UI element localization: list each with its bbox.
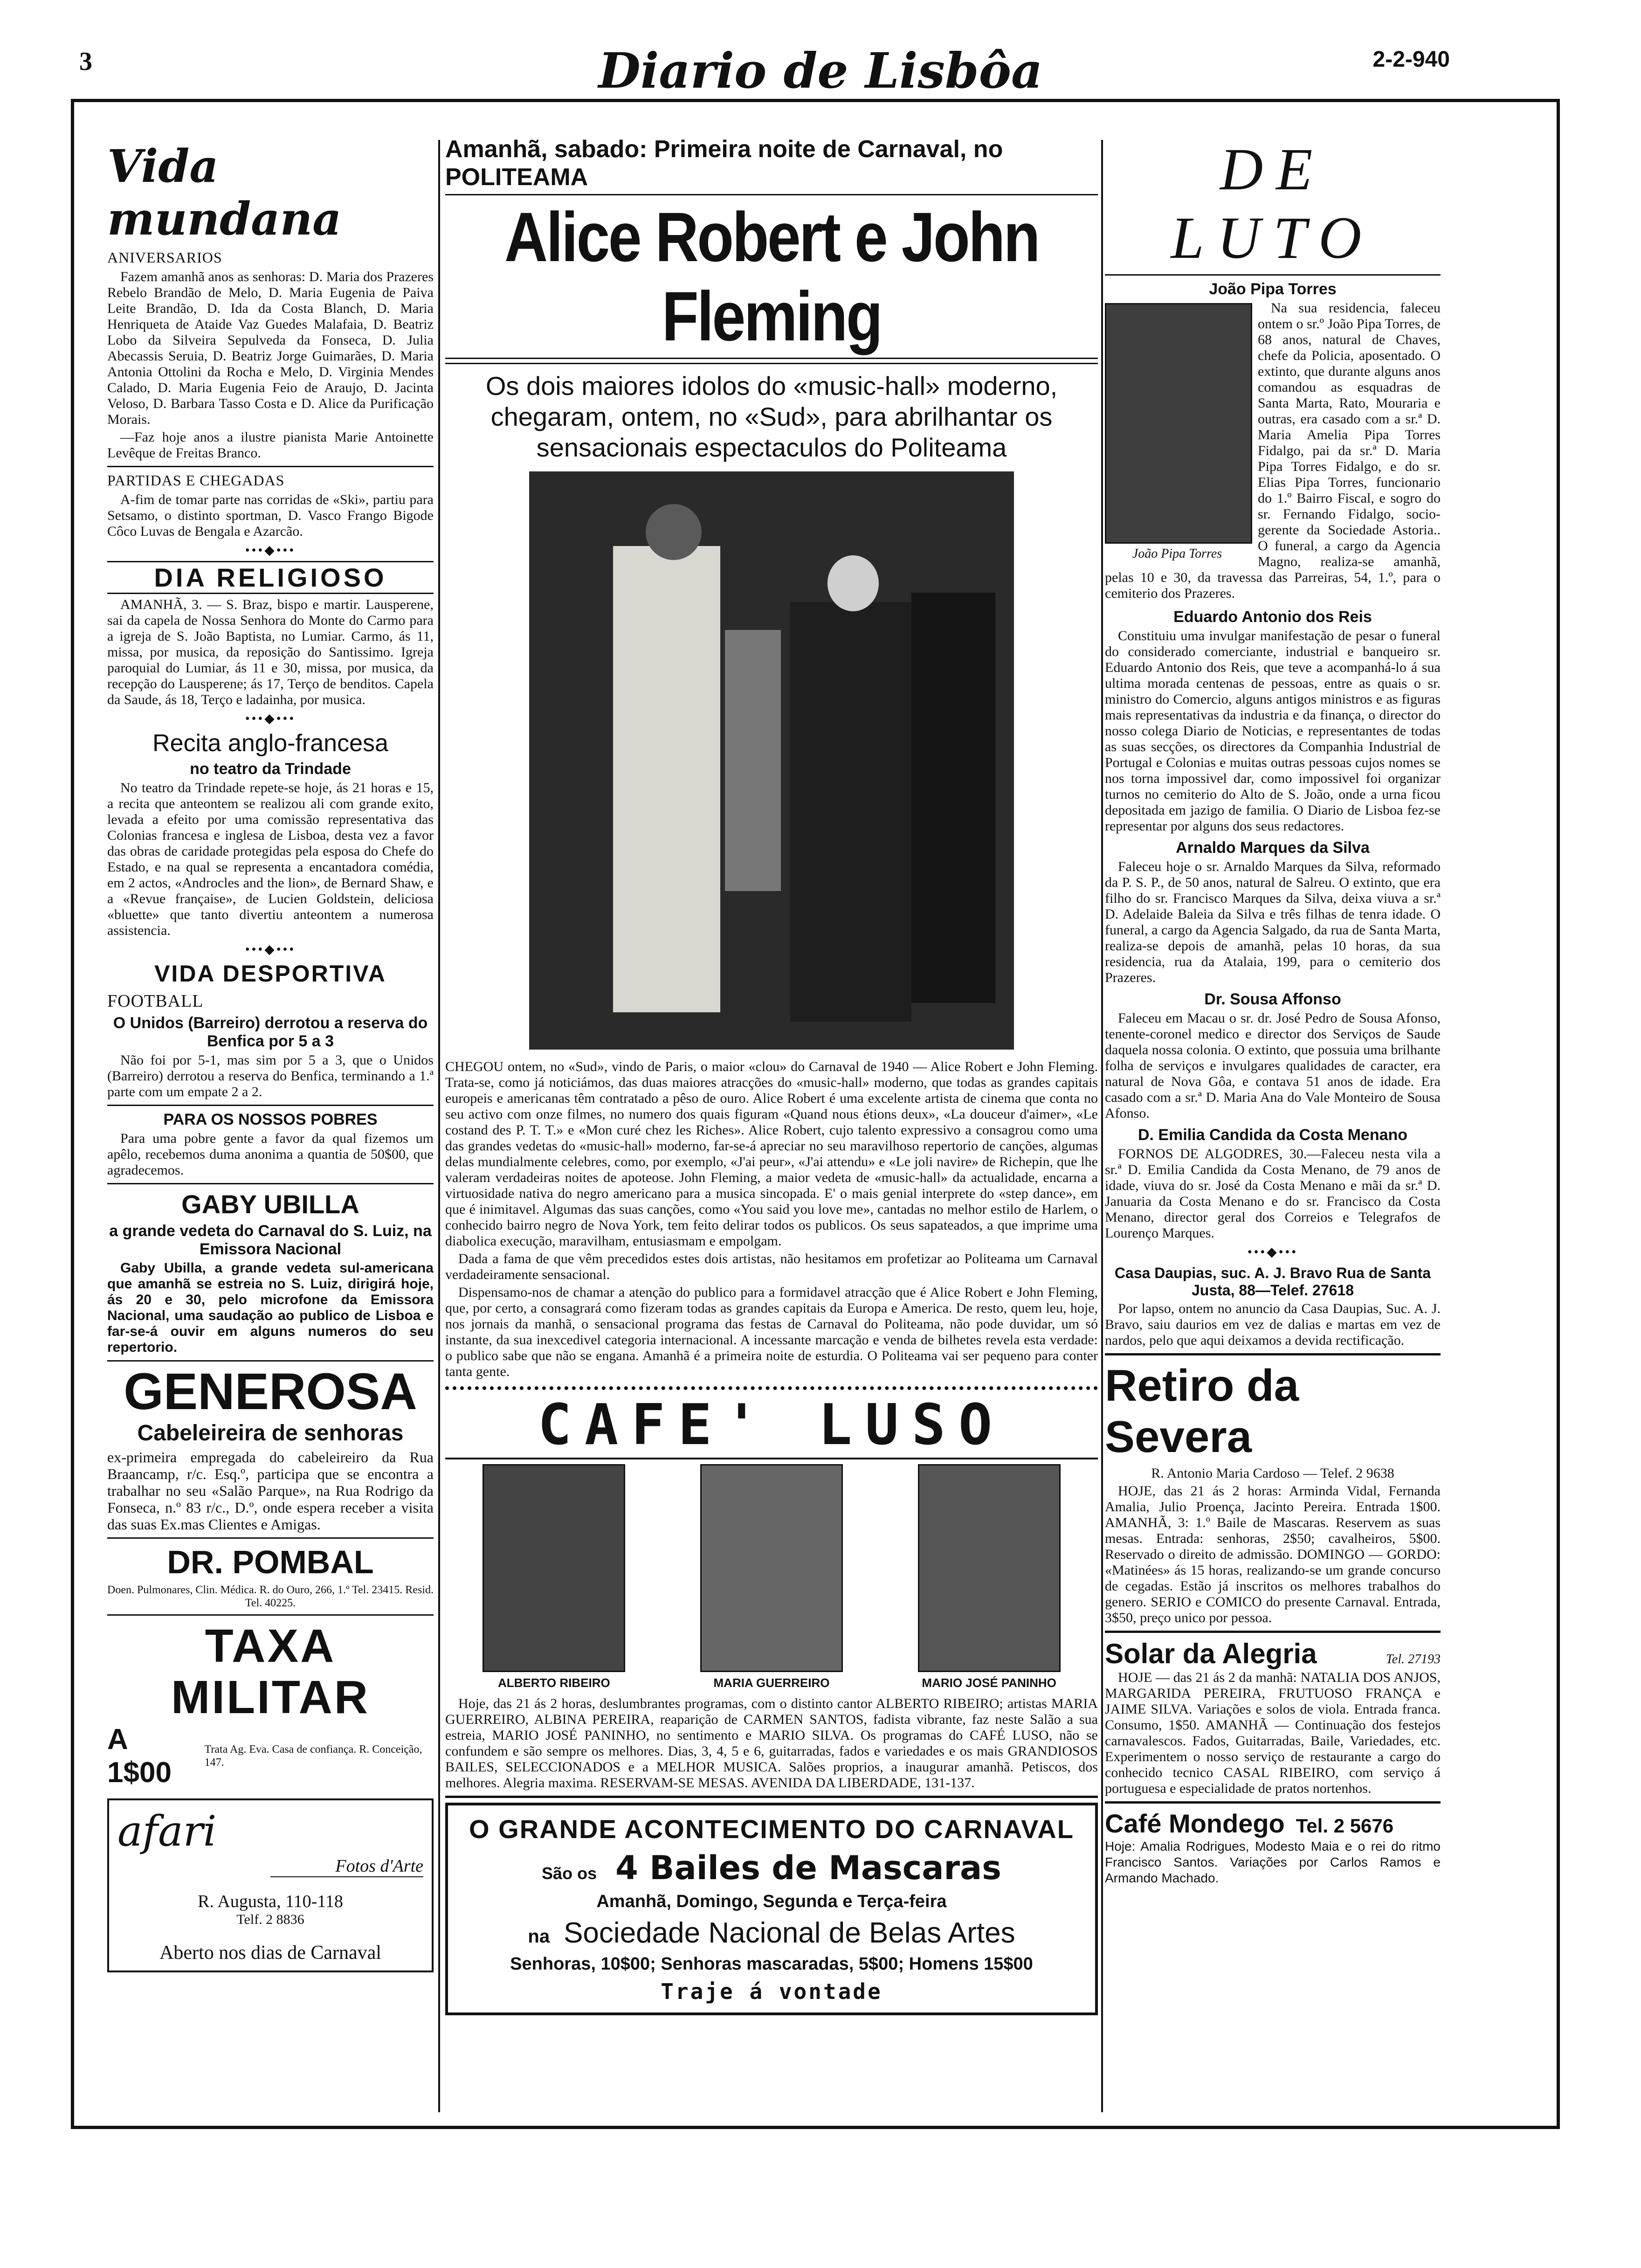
sousa-heading: Dr. Sousa Affonso	[1204, 990, 1341, 1008]
bailes-title: 4 Bailes de Mascaras	[615, 1849, 1001, 1887]
solar-telephone: Tel. 27193	[1386, 1652, 1441, 1666]
child-figure	[725, 630, 781, 891]
portrait-photo	[483, 1464, 625, 1672]
joao-heading: João Pipa Torres	[1209, 280, 1337, 298]
pobres-text: Para uma pobre gente a favor da qual fizemos um apêlo, recebemos duma anonima a quantia de 50$00, que agradecemos.	[107, 1131, 434, 1178]
ornament-divider: •••◆•••	[1247, 1245, 1298, 1259]
arnaldo-heading: Arnaldo Marques da Silva	[1176, 839, 1370, 857]
vida-desportiva-heading: VIDA DESPORTIVA	[154, 961, 386, 987]
ornament-divider: •••◆•••	[245, 712, 296, 726]
bailes-headline: O GRANDE ACONTECIMENTO DO CARNAVAL	[469, 1814, 1074, 1844]
safari-logo: afari	[117, 1807, 217, 1856]
taxa-price: A 1$00	[107, 1723, 172, 1789]
column-rule	[438, 140, 440, 2112]
joao-portrait	[1105, 303, 1252, 544]
generosa-text: ex-primeira empregada do cabeleireiro da Rua Braancamp, r/c. Esq.º, participa que se encontra a trabalhar no seu «Salão Parque», na Rua Rodrigo da Fonseca, n.º 83 r/c., D.º, onde espera receber a visita das suas Ex.mas Clientes e Amigas.	[107, 1449, 434, 1533]
solar-text: HOJE — das 21 ás 2 da manhã: NATALIA DOS ANJOS, MARGARIDA PEREIRA, FRUTUOSO FRANÇA e JAIME SILVA. Variações e solos de viola. Entrada franca. Consumo, 1$50. AMANHÃ — Continuação dos festejos carnavalescos. Fados, Guitarradas, Baile, Variedades, etc. Experimentem o nosso serviço de restaurante a cargo do conhecido tecnico CASAL RIBEIRO, com serviço á portuguesa e especialidade de pratos nortenhos.	[1105, 1670, 1441, 1796]
center-column	[445, 135, 1098, 2015]
page-number: 3	[79, 47, 92, 76]
pobres-heading: PARA OS NOSSOS POBRES	[163, 1111, 378, 1128]
daupias-heading: Casa Daupias, suc. A. J. Bravo Rua de Santa Justa, 88—Telef. 27618	[1114, 1265, 1431, 1299]
mondego-text: Hoje: Amalia Rodrigues, Modesto Maia e o rei do ritmo Francisco Santos. Variações por Carlos Ramos e Armando Machado.	[1105, 1839, 1441, 1885]
taxa-militar-heading: TAXA MILITAR	[171, 1620, 370, 1723]
partidas-text: A-fim de tomar parte nas corridas de «Ski», partiu para Setsamo, o distinto sportman, D. Vasco Frango Bigode Côco Luvas de Bengala e Azarcão.	[107, 492, 434, 539]
generosa-heading: GENEROSA	[124, 1363, 417, 1420]
retiro-text: HOJE, das 21 ás 2 horas: Arminda Vidal, Fernanda Amalia, Julio Proença, Jacinto Pereira. Entrada 1$00. AMANHÃ, 3: 1.º Baile de Mascaras. Reservem as suas mesas. Entrada: senhoras, 2$50; cavalheiros, 5$00. Reservado o direito de admissão. DOMINGO — GORDO: «Matinées» ás 15 horas, realizando-se um grande concurso de cegadas. Estão já inscritos os melhores trabalhos do genero. SERIO e COMICO do presente Carnaval. Entrada, 3$50, preço unico por pessoa.	[1105, 1483, 1441, 1625]
caption-paragraph-2: Dada a fama de que vêm precedidos estes dois artistas, não hesitamos em profetizar ao Politeama um Carnaval verdadeiramente sensacional.	[445, 1251, 1098, 1282]
hat-figure	[646, 504, 702, 560]
taxa-text: Trata Ag. Eva. Casa de confiança. R. Conceição, 147.	[204, 1743, 422, 1769]
unidos-heading: O Unidos (Barreiro) derrotou a reserva do Benfica por 5 a 3	[113, 1014, 428, 1050]
sao-os-text: São os	[542, 1864, 597, 1883]
bailes-ad	[445, 1803, 1098, 2015]
woman-face	[827, 555, 879, 611]
portrait-label: MARIA GUERREIRO	[713, 1676, 830, 1690]
na-text: na	[528, 1926, 550, 1947]
safari-address: R. Augusta, 110-118	[198, 1892, 343, 1911]
pombal-heading: DR. POMBAL	[167, 1544, 374, 1580]
caption-paragraph-3: Dispensamo-nos de chamar a atenção do publico para a formidavel atracção que é Alice Robert e John Fleming, que, por certo, a consagrará como fizeram todas as grandes capitais da Europa e America. De resto, quem leu, hoje, nos jornais da manhã, o sensacional programa das festas de Carnaval do Politeama, não pode duvidar, um só instante, da sua inexcedivel categoria internacional. A incessante marcação e venda de bilhetes revela esta verdade: o publico sabe que não se engana. Amanhã é a primeira noite de esturdia. O Politeama vai ser pequeno para conter tanta gente.	[445, 1285, 1098, 1379]
portrait-mario	[918, 1464, 1061, 1690]
vida-mundana-title: Vida mundana	[107, 140, 342, 245]
recita-text: No teatro da Trindade repete-se hoje, ás 21 horas e 15, a recita que anteontem se realizou ali com grande exito, levada a efeito por uma comissão representativa das Colonias francesa e inglesa de Lisboa, desta vez a favor das obras de caridade protegidas pela esposa do Chefe do Estado, e na qual se representa a encantadora comédia, em 2 actos, «Androcles and the lion», de Bernard Shaw, e a «Revue française», de Lucien Goldstein, deliciosa «bluette» que tanto divertiu anteontem a numerosa assistencia.	[107, 780, 434, 938]
unidos-text: Não foi por 5-1, mas sim por 5 a 3, que o Unidos (Barreiro) derrotou a reserva do Benfica, terminando a 1.ª parte com um empate 2 a 2.	[107, 1052, 434, 1099]
sousa-text: Faleceu em Macau o sr. dr. José Pedro de Sousa Afonso, tenente-coronel medico e director dos Serviços de Saude daquela nossa colonia. O extinto, que possuia uma brilhante folha de serviços e invulgares qualidades de caracter, era natural de Nova Gôa, e contava 51 anos de idade. Era casado com a sr.ª D. Maria Ana do Vale Monteiro de Sousa Afonso.	[1105, 1010, 1441, 1121]
sociedade-text: Sociedade Nacional de Belas Artes	[564, 1917, 1015, 1949]
caption-paragraph-1: CHEGOU ontem, no «Sud», vindo de Paris, o maior «clou» do Carnaval de 1940 — Alice Robert e John Fleming. Trata-se, como já noticiámos, das duas maiores atracções do «music-hall» moderno, que todas as grandes capitais europeis e americanas têm contratado a pêso de ouro. Alice Robert é uma excelente artista de cinema que conta no seu activo com onze filmes, no numero dos quais figuram «Quand nous étions deux», «La douceur d'aimer», «Le costand des P. T. T.» e «Mon curé chez les Riches». Alice Robert, cujo talento expressivo a consagrou como uma das grandes vedetas do «music-hall» moderno, far-se-á apreciar no seu maravilhoso repertorio de canções, algumas delas mundialmente celebres, como, por exemplo, «J'ai peur», «J'ai attendu» e «Le joli navire» de Richepin, que lhe valeram verdadeiras noites de apoteose. John Fleming, a maior vedeta de «music-hall» da actualidade, encarna a virtuosidade nativa do negro americano para a musica sincopada. E' o mais genial interprete do «step dance», em que é inimitavel. Algumas das suas canções, como «You said you love me», cantadas no melhor estilo de Harlem, o conhecido bairro negro de Nova York, tem feito delirar todos os publicos. Os seus sapateados, a que imprime uma diabolica execução, maravilham, entusiasmam e empolgam.	[445, 1059, 1098, 1249]
kicker: Amanhã, sabado: Primeira noite de Carnaval, no POLITEAMA	[445, 135, 1098, 195]
emilia-heading: D. Emilia Candida da Costa Menano	[1138, 1126, 1408, 1144]
daupias-text: Por lapso, ontem no anuncio da Casa Daupias, Suc. A. J. Bravo, saiu daurios em vez de dalias e martas em vez de nardos, pelo que aqui deixamos a devida rectificação.	[1105, 1301, 1441, 1348]
woman-figure	[790, 602, 911, 1022]
retiro-heading: Retiro da Severa	[1105, 1361, 1299, 1462]
dia-religioso-heading: DIA RELIGIOSO	[107, 561, 434, 594]
joao-text: Na sua residencia, faleceu ontem o sr.º João Pipa Torres, de 68 anos, natural de Chaves, chefe da Policia, aposentado. O extinto, que durante alguns anos comandou as esquadras de Santa Marta, Rato, Mouraria e outras, era casado com a sr.ª D. Maria Amelia Pipa Torres Fidalgo, pai da sr.ª D. Maria Pipa Torres Fidalgo, e do sr. Elias Pipa Torres, funcionario do 1.º Bairro Fiscal, e sogro do sr. Fernando Fidalgo, socio-gerente da Sociedade Astoria.. O funeral, a cargo da Agencia Magno, realiza-se amanhã, pelas 10 e 30, da travessa das Parreiras, 54, 1.º, para o cemiterio dos Prazeres.	[1105, 300, 1441, 601]
arrival-photo	[529, 471, 1014, 1050]
bailes-days: Amanhã, Domingo, Segunda e Terça-feira	[596, 1892, 947, 1911]
joao-portrait-block	[1105, 303, 1249, 561]
ornament-divider: •••◆•••	[245, 543, 296, 558]
recita-heading: Recita anglo-francesa	[152, 730, 388, 757]
cafe-luso-text: Hoje, das 21 ás 2 horas, deslumbrantes programas, com o distinto cantor ALBERTO RIBEIRO; artistas MARIA GUERREIRO, ALBINA PEREIRA, reaparição de CARMEN SANTOS, fadista vibrante, faz neste Salão a sua estreia, MARIO JOSÉ PANINHO, no sentimento e MARIO SILVA. Os programas do CAFÉ LUSO, não se confundem e são sempre os melhores. Dias, 3, 4, 5 e 6, guitarradas, fados e variedades e os mais GRANDIOSOS BAILES, SELECCIONADOS e a MELHOR MUSICA. Salões proprios, a inaugurar amanhã. Petiscos, dos melhores. Alegria maxima. RESERVAM-SE MESAS. AVENIDA DA LIBERDADE, 131-137.	[445, 1696, 1098, 1791]
aniversarios-heading: ANIVERSARIOS	[107, 249, 222, 266]
portrait-label: MARIO JOSÉ PANINHO	[922, 1676, 1056, 1690]
deck: Os dois maiores idolos do «music-hall» moderno, chegaram, ontem, no «Sud», para abrilhantar os sensacionais espectaculos do Politeama	[485, 371, 1058, 462]
right-column	[1105, 135, 1441, 1888]
cafe-luso-banner: CAFE' LUSO	[538, 1393, 1006, 1458]
religioso-text: AMANHÃ, 3. — S. Braz, bispo e martir. Lausperene, sai da capela de Nossa Senhora do Monte do Carmo para a igreja de S. João Baptista, no Lumiar. Carmo, ás 11, missa, por musica, da reposição do Santissimo. Igreja paroquial do Lumiar, ás 11 e 30, missa, por musica, da recepção do Lausperene; ás 17, Terço de benditos. Capela da Saude, ás 18, Terço e ladainha, por musica.	[107, 597, 434, 707]
arnaldo-text: Faleceu hoje o sr. Arnaldo Marques da Silva, reformado da P. S. P., de 50 anos, natural de Salreu. O extinto, que era filho do sr. Francisco Marques da Silva, deixa viuva a sr.ª D. Adelaide Baleia da Silva e três filhas de tenra idade. O funeral, a cargo da Agencia Salgado, da rua de Santa Marta, realiza-se depois de amanhã, pelas 10 horas, da sua residencia, rua da Atalaia, 199, para o cemiterio dos Prazeres.	[1105, 859, 1441, 985]
de-luto-heading: DE LUTO	[1171, 136, 1375, 271]
man-figure	[613, 546, 720, 1012]
eduardo-heading: Eduardo Antonio dos Reis	[1173, 608, 1372, 626]
pombal-text: Doen. Pulmonares, Clin. Médica. R. do Ouro, 266, 1.º Tel. 23415. Resid. Tel. 40225.	[107, 1584, 434, 1609]
portrait-label: ALBERTO RIBEIRO	[497, 1676, 610, 1690]
aniversarios-text-2: —Faz hoje anos a ilustre pianista Marie Antoinette Levêque de Freitas Branco.	[107, 429, 434, 461]
traje-text: Traje á vontade	[661, 1979, 883, 2004]
partidas-heading: PARTIDAS E CHEGADAS	[107, 472, 285, 489]
aniversarios-text: Fazem amanhã anos as senhoras: D. Maria dos Prazeres Rebelo Brandão de Melo, D. Maria Eugenia de Paiva Leite Brandão, D. Ida da Costa Blanch, D. Maria Henriqueta de Ataide Vaz Guedes Malafaia, D. Beatriz Lobo da Silveira Sepulveda da Fonseca, D. Julia Abecassis Seruia, D. Beatriz Jorge Guimarães, D. Maria Antonia Ottolini da Rocha e Melo, D. Virginia Mendes Calado, D. Maria Eugenia Feio de Araujo, D. Jacinta Veloso, D. Barbara Tasso Costa e D. Alice da Purificação Morais.	[107, 269, 434, 427]
gaby-text: Gaby Ubilla, a grande vedeta sul-americana que amanhã se estreia no S. Luiz, dirigirá hoje, ás 20 e 30, pelo microfone da Emissora Nacional, uma saudação ao publico de Lisboa e far-se-á ouvir em alguns numeros do seu repertorio.	[107, 1260, 434, 1355]
issue-date: 2-2-940	[1372, 47, 1450, 72]
emilia-text: FORNOS DE ALGODRES, 30.—Faleceu nesta vila a sr.ª D. Emilia Candida da Costa Menano, de 79 anos de idade, viuva do sr. José da Costa Menano e mãi da sr.ª D. Januaria da Costa Menano e do sr. Francisco da Costa Menano, director geral dos Correios e Telegrafos de Lourenço Marques.	[1105, 1146, 1441, 1241]
gaby-heading: GABY UBILLA	[181, 1189, 359, 1219]
retiro-address: R. Antonio Maria Cardoso — Telef. 2 9638	[1151, 1466, 1394, 1481]
safari-subtitle: Fotos d'Arte	[270, 1856, 423, 1877]
portrait-maria	[700, 1464, 843, 1690]
football-heading: FOOTBALL	[107, 991, 204, 1011]
column-rule	[1101, 140, 1103, 2112]
safari-telephone: Telf. 2 8836	[236, 1912, 304, 1927]
ornament-divider: •••◆•••	[245, 942, 296, 957]
mondego-telephone: Tel. 2 5676	[1296, 1815, 1394, 1837]
eduardo-text: Constituiu uma invulgar manifestação de pesar o funeral do considerado comerciante, industrial e banqueiro sr. Eduardo Antonio dos Reis, que teve a acompanhá-lo á sua ultima morada centenas de pessoas, entre as quais o sr. ministro do Comercio, alguns antigos ministros e as figuras mais representativas da industria e da finança, o director do nosso colega Diario de Noticias, e representantes de todas as suas secções, os directores da Companhia Industrial de Portugal e Colonias e muitas outras pessoas cujos nomes se nos torna impossivel dar, como impossivel foi organizar turnos no cemiterio do Alto de S. João, onde a urna ficou depositada em jazigo de familia. O Diario de Lisboa fez-se representar por alguns dos seus redactores.	[1105, 628, 1441, 834]
safari-ad	[107, 1798, 434, 1972]
portrait-photo	[700, 1464, 843, 1672]
solar-heading: Solar da Alegria	[1105, 1638, 1317, 1669]
joao-caption: João Pipa Torres	[1132, 546, 1222, 561]
portrait-photo	[918, 1464, 1061, 1672]
newspaper-title: Diario de Lisbôa	[598, 42, 1043, 99]
bailes-prices: Senhoras, 10$00; Senhoras mascaradas, 5$00; Homens 15$00	[510, 1954, 1033, 1974]
left-column	[107, 135, 434, 1972]
main-headline: Alice Robert e John Fleming	[504, 198, 1039, 355]
recita-subheading: no teatro da Trindade	[190, 760, 351, 778]
mondego-heading: Café Mondego	[1105, 1809, 1285, 1838]
gaby-subheading: a grande vedeta do Carnaval do S. Luiz, na Emissora Nacional	[109, 1222, 432, 1258]
safari-note: Aberto nos dias de Carnaval	[159, 1942, 381, 1964]
third-figure	[911, 593, 995, 1003]
portrait-alberto	[483, 1464, 625, 1690]
generosa-subheading: Cabeleireira de senhoras	[137, 1421, 404, 1445]
